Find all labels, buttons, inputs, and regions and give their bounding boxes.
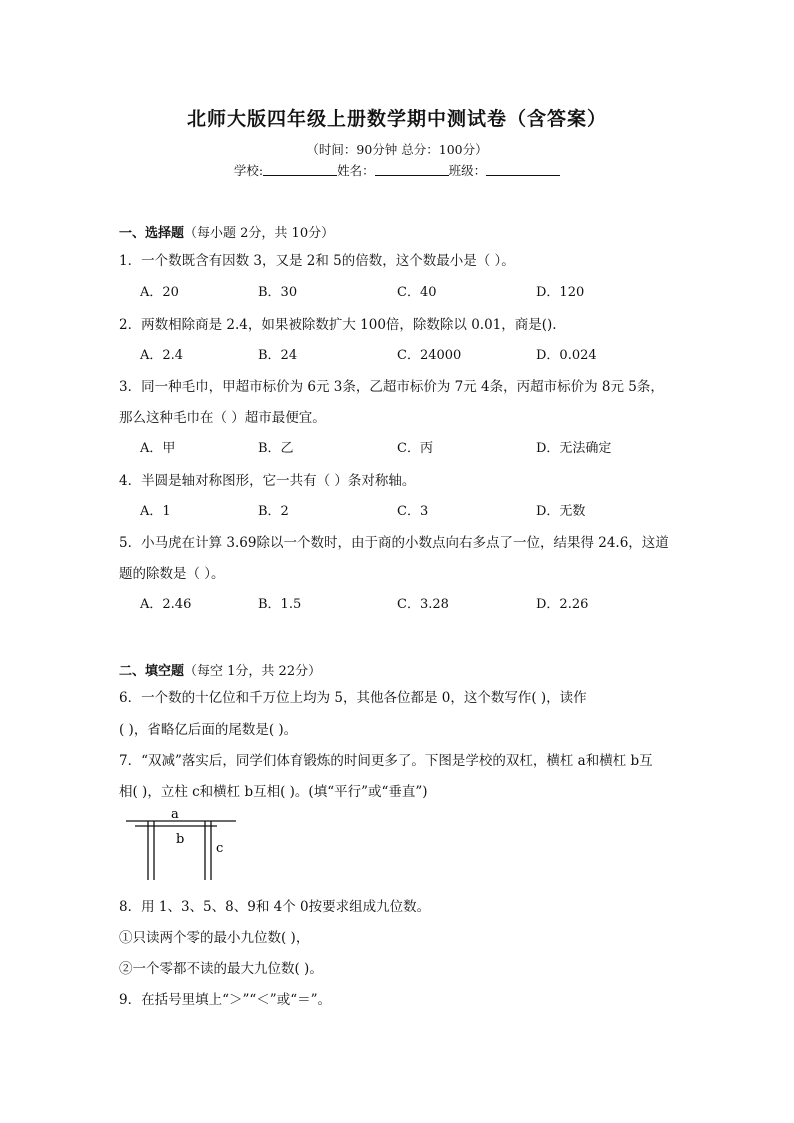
question-8-sub-2: ②一个零都不读的最大九位数( )。: [119, 961, 323, 977]
exam-time-score: （时间：90分钟 总分：100分）: [306, 142, 488, 157]
question-4: 4．半圆是轴对称图形，它一共有（ ）条对称轴。: [119, 473, 416, 489]
q1-option-d[interactable]: D．120: [536, 285, 585, 300]
section-fill-note: （每空 1分，共 22分）: [184, 664, 322, 679]
question-9: 9．在括号里填上“＞”“＜”或“＝”。: [119, 992, 331, 1008]
question-7-line-2: 相( )，立柱 c和横杠 b互相( )。(填“平行”或“垂直”): [119, 784, 428, 800]
question-2: 2．两数相除商是 2.4，如果被除数扩大 100倍，除数除以 0.01，商是().: [119, 317, 557, 333]
q2-option-c[interactable]: C．24000: [397, 348, 462, 363]
section-choice-title: 一、选择题: [119, 226, 185, 241]
q4-option-a[interactable]: A．1: [140, 504, 171, 519]
class-label: 班级：: [448, 163, 487, 178]
q4-option-c[interactable]: C．3: [397, 504, 429, 519]
section-choice-heading: [119, 222, 334, 241]
q2-option-d[interactable]: D．0.024: [536, 348, 597, 363]
question-1: 1．一个数既含有因数 3，又是 2和 5的倍数，这个数最小是（ ）。: [119, 253, 515, 269]
q5-option-a[interactable]: A．2.46: [140, 597, 192, 612]
label-c: c: [216, 841, 224, 856]
question-3-line-2: 那么这种毛巾在（ ）超市最便宜。: [119, 410, 326, 426]
question-8-sub-1: ①只读两个零的最小九位数( )，: [119, 930, 310, 946]
q2-option-b[interactable]: B．24: [258, 348, 298, 363]
section-fill-title: 二、填空题: [119, 664, 185, 679]
school-label: 学校:: [233, 163, 264, 178]
q3-option-a[interactable]: A．甲: [140, 441, 176, 456]
q3-option-c[interactable]: C．丙: [397, 441, 433, 456]
class-blank[interactable]: [486, 163, 560, 176]
question-6-line-2: ( )，省略亿后面的尾数是( )。: [119, 722, 298, 738]
question-5-line-1: 5．小马虎在计算 3.69除以一个数时，由于商的小数点向右多点了一位，结果得 24.6，这道: [119, 535, 669, 551]
q2-option-a[interactable]: A．2.4: [140, 348, 184, 363]
question-6-line-1: 6．一个数的十亿位和千万位上均为 5，其他各位都是 0，这个数写作( )，读作: [119, 690, 587, 706]
q1-option-a[interactable]: A．20: [140, 285, 179, 300]
section-choice-note: （每小题 2分，共 10分）: [184, 226, 335, 241]
question-5-line-2: 题的除数是（ ）。: [119, 566, 225, 582]
question-3-line-1: 3．同一种毛巾，甲超市标价为 6元 3条，乙超市标价为 7元 4条，丙超市标价为 8元 5条，: [119, 379, 664, 395]
name-label: 姓名：: [337, 163, 375, 178]
section-fill-heading: [119, 660, 321, 679]
question-7-line-1: 7．“双减”落实后，同学们体育锻炼的时间更多了。下图是学校的双杠，横杠 a和横杠 b互: [119, 753, 653, 769]
question-8: 8．用 1、3、5、8、9和 4个 0按要求组成九位数。: [119, 899, 431, 915]
student-info-line: [0, 161, 794, 179]
q1-option-b[interactable]: B．30: [258, 285, 298, 300]
q5-option-c[interactable]: C．3.28: [397, 597, 449, 612]
school-blank[interactable]: [263, 163, 337, 176]
label-a: a: [171, 807, 179, 822]
name-blank[interactable]: [375, 163, 449, 176]
q3-option-b[interactable]: B．乙: [258, 441, 294, 456]
q5-option-d[interactable]: D．2.26: [536, 597, 589, 612]
parallel-bars-figure: [122, 806, 242, 882]
q4-option-b[interactable]: B．2: [258, 504, 289, 519]
q5-option-b[interactable]: B．1.5: [258, 597, 302, 612]
q4-option-d[interactable]: D．无数: [536, 504, 586, 519]
label-b: b: [176, 832, 185, 847]
q3-option-d[interactable]: D．无法确定: [536, 441, 612, 456]
q1-option-c[interactable]: C．40: [397, 285, 437, 300]
page-title: 北师大版四年级上册数学期中测试卷（含答案）: [186, 108, 607, 130]
